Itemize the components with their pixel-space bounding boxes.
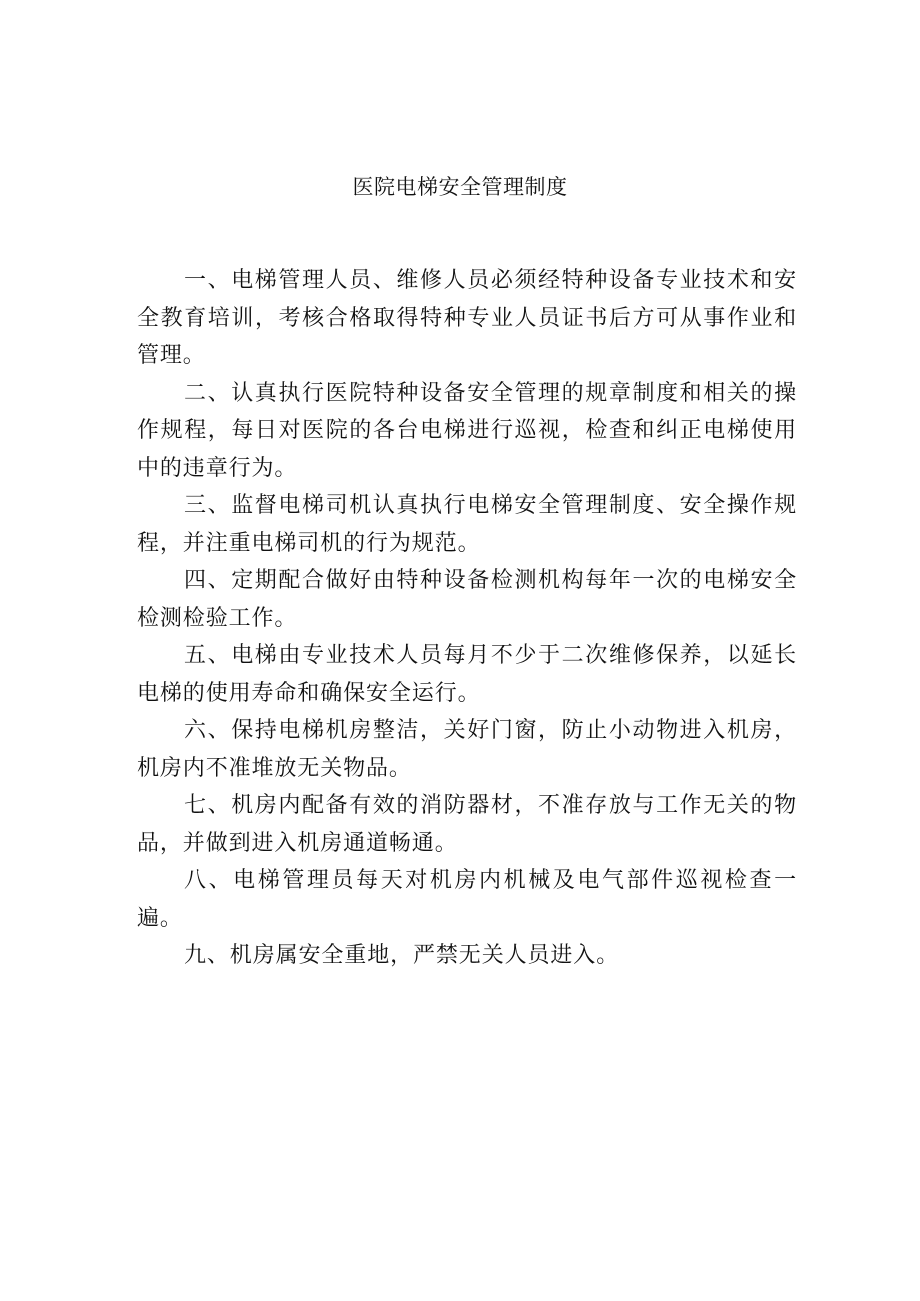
paragraph-1: 一、电梯管理人员、维修人员必须经特种设备专业技术和安全教育培训，考核合格取得特种专业人员证书后方可从事作业和管理。 <box>137 268 797 368</box>
paragraph-7: 七、机房内配备有效的消防器材，不准存放与工作无关的物品，并做到进入机房通道畅通。 <box>137 793 797 856</box>
paragraph-3: 三、监督电梯司机认真执行电梯安全管理制度、安全操作规程，并注重电梯司机的行为规范。 <box>137 493 797 556</box>
paragraph-6: 六、保持电梯机房整洁，关好门窗，防止小动物进入机房，机房内不准堆放无关物品。 <box>137 718 797 781</box>
paragraph-4: 四、定期配合做好由特种设备检测机构每年一次的电梯安全检测检验工作。 <box>137 568 797 631</box>
document-title: 医院电梯安全管理制度 <box>352 175 568 199</box>
paragraph-8: 八、电梯管理员每天对机房内机械及电气部件巡视检查一遍。 <box>137 868 797 931</box>
paragraph-9: 九、机房属安全重地，严禁无关人员进入。 <box>184 943 620 968</box>
paragraph-5: 五、电梯由专业技术人员每月不少于二次维修保养，以延长电梯的使用寿命和确保安全运行。 <box>137 643 797 706</box>
paragraph-2: 二、认真执行医院特种设备安全管理的规章制度和相关的操作规程，每日对医院的各台电梯进行巡视，检查和纠正电梯使用中的违章行为。 <box>137 380 797 481</box>
document-body <box>137 262 797 975</box>
